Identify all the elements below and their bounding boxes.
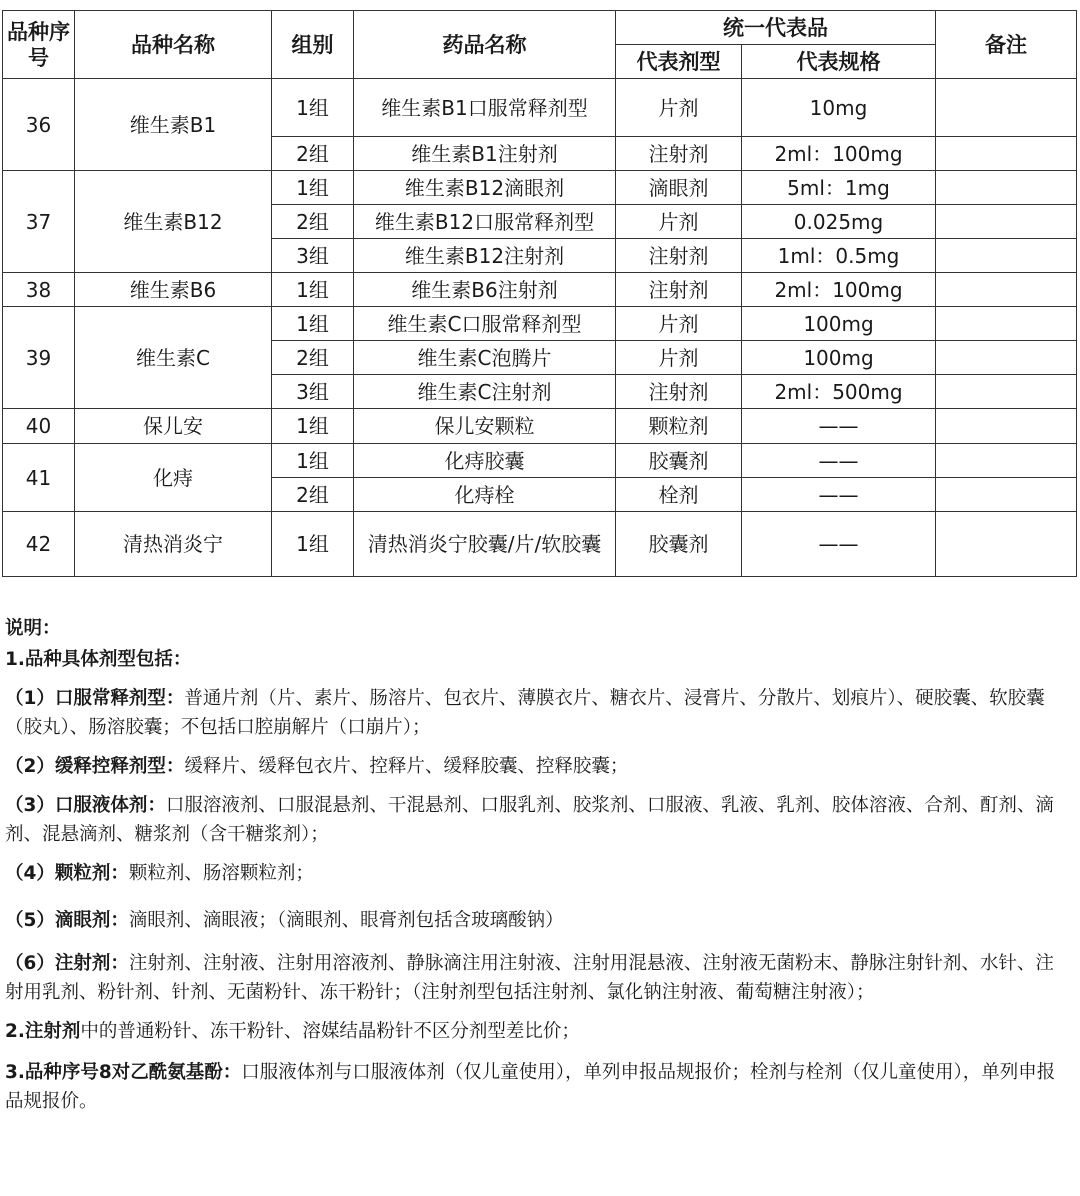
note-item-text: 注射剂、注射液、注射用溶液剂、静脉滴注用注射液、注射用混悬液、注射液无菌粉末、静脉注射针剂、水针、注射用乳剂、粉针剂、针剂、无菌粉针、冻干粉针；（注射剂型包括注射剂、氯化钠注射液、葡萄糖注射液）； — [5, 953, 1054, 1003]
cell-group: 3组 — [272, 239, 354, 273]
note-item — [5, 684, 1071, 742]
cell-rep-spec: 100mg — [742, 307, 936, 341]
cell-seq: 37 — [3, 171, 75, 273]
cell-drug-name: 维生素B12注射剂 — [354, 239, 616, 273]
note-item-text: 滴眼剂、滴眼液；（滴眼剂、眼膏剂包括含玻璃酸钠） — [128, 910, 564, 931]
cell-seq: 41 — [3, 444, 75, 512]
cell-group: 1组 — [272, 79, 354, 137]
cell-rep-spec: 2ml：500mg — [742, 375, 936, 409]
cell-rep-form: 胶囊剂 — [616, 444, 742, 478]
table-row — [3, 273, 1077, 307]
header-drug-name: 药品名称 — [354, 11, 616, 79]
drug-variety-table — [2, 10, 1077, 577]
note-item — [5, 949, 1071, 1007]
cell-drug-name: 化痔胶囊 — [354, 444, 616, 478]
cell-drug-name: 维生素C口服常释剂型 — [354, 307, 616, 341]
cell-remark — [936, 307, 1077, 341]
cell-remark — [936, 171, 1077, 205]
cell-rep-form: 栓剂 — [616, 478, 742, 512]
table-row — [3, 79, 1077, 137]
notes-point-1: 1.品种具体剂型包括： — [5, 649, 192, 670]
note-point-label: 2.注射剂 — [5, 1021, 81, 1042]
cell-rep-form: 注射剂 — [616, 239, 742, 273]
cell-seq: 39 — [3, 307, 75, 409]
cell-rep-spec: 10mg — [742, 79, 936, 137]
cell-rep-form: 注射剂 — [616, 137, 742, 171]
note-item — [5, 791, 1071, 849]
cell-remark — [936, 341, 1077, 375]
header-rep-spec: 代表规格 — [742, 45, 936, 79]
cell-group: 1组 — [272, 512, 354, 577]
cell-variety-name: 清热消炎宁 — [75, 512, 272, 577]
note-point-label: 3.品种序号8对乙酰氨基酚： — [5, 1062, 242, 1083]
cell-variety-name: 保儿安 — [75, 409, 272, 444]
cell-rep-spec: 5ml：1mg — [742, 171, 936, 205]
cell-group: 2组 — [272, 205, 354, 239]
header-variety-name: 品种名称 — [75, 11, 272, 79]
cell-remark — [936, 375, 1077, 409]
table-body — [3, 79, 1077, 577]
cell-rep-form: 片剂 — [616, 79, 742, 137]
header-representative: 统一代表品 — [616, 11, 936, 45]
table-row — [3, 444, 1077, 478]
note-item-text: 缓释片、缓释包衣片、控释片、缓释胶囊、控释胶囊； — [184, 756, 629, 777]
cell-rep-spec: —— — [742, 444, 936, 478]
cell-seq: 36 — [3, 79, 75, 171]
note-item-text: 普通片剂（片、素片、肠溶片、包衣片、薄膜衣片、糖衣片、浸膏片、分散片、划痕片）、硬胶囊、软胶囊（胶丸）、肠溶胶囊；不包括口腔崩解片（口崩片）； — [5, 688, 1045, 738]
notes-point-3 — [5, 1058, 1071, 1116]
cell-variety-name: 维生素B12 — [75, 171, 272, 273]
cell-remark — [936, 512, 1077, 577]
cell-rep-spec: 100mg — [742, 341, 936, 375]
table-row — [3, 307, 1077, 341]
cell-rep-spec: —— — [742, 478, 936, 512]
cell-rep-spec: 1ml：0.5mg — [742, 239, 936, 273]
note-item-label: （4）颗粒剂： — [5, 863, 129, 884]
cell-group: 2组 — [272, 341, 354, 375]
cell-drug-name: 化痔栓 — [354, 478, 616, 512]
cell-rep-spec: —— — [742, 512, 936, 577]
cell-variety-name: 化痔 — [75, 444, 272, 512]
header-remark: 备注 — [936, 11, 1077, 79]
cell-rep-form: 注射剂 — [616, 273, 742, 307]
cell-group: 1组 — [272, 444, 354, 478]
header-rep-form: 代表剂型 — [616, 45, 742, 79]
cell-drug-name: 维生素B1注射剂 — [354, 137, 616, 171]
cell-rep-form: 胶囊剂 — [616, 512, 742, 577]
cell-remark — [936, 409, 1077, 444]
cell-rep-spec: 0.025mg — [742, 205, 936, 239]
cell-drug-name: 维生素B12滴眼剂 — [354, 171, 616, 205]
cell-drug-name: 维生素C泡腾片 — [354, 341, 616, 375]
cell-drug-name: 维生素C注射剂 — [354, 375, 616, 409]
cell-rep-form: 片剂 — [616, 341, 742, 375]
notes-title: 说明： — [5, 618, 61, 639]
cell-rep-form: 片剂 — [616, 307, 742, 341]
note-point-text: 口服液体剂与口服液体剂（仅儿童使用），单列申报品规报价；栓剂与栓剂（仅儿童使用），单列申报品规报价。 — [5, 1062, 1056, 1112]
cell-rep-form: 注射剂 — [616, 375, 742, 409]
cell-seq: 40 — [3, 409, 75, 444]
cell-seq: 38 — [3, 273, 75, 307]
cell-remark — [936, 273, 1077, 307]
cell-seq: 42 — [3, 512, 75, 577]
note-item — [5, 752, 1071, 781]
notes-section — [5, 614, 1071, 1116]
cell-group: 1组 — [272, 171, 354, 205]
cell-rep-spec: 2ml：100mg — [742, 137, 936, 171]
cell-drug-name: 维生素B1口服常释剂型 — [354, 79, 616, 137]
note-item-label: （6）注射剂： — [5, 953, 129, 974]
cell-group: 2组 — [272, 137, 354, 171]
cell-remark — [936, 239, 1077, 273]
table-header — [3, 11, 1077, 79]
cell-group: 1组 — [272, 273, 354, 307]
cell-remark — [936, 205, 1077, 239]
header-seq: 品种序号 — [3, 11, 75, 79]
cell-group: 1组 — [272, 307, 354, 341]
cell-drug-name: 维生素B6注射剂 — [354, 273, 616, 307]
note-item — [5, 859, 1071, 888]
note-item-label: （3）口服液体剂： — [5, 795, 166, 816]
cell-drug-name: 维生素B12口服常释剂型 — [354, 205, 616, 239]
cell-remark — [936, 79, 1077, 137]
notes-point-2 — [5, 1017, 1071, 1046]
cell-variety-name: 维生素C — [75, 307, 272, 409]
cell-group: 3组 — [272, 375, 354, 409]
note-item-label: （2）缓释控释剂型： — [5, 756, 185, 777]
cell-rep-form: 滴眼剂 — [616, 171, 742, 205]
cell-variety-name: 维生素B1 — [75, 79, 272, 171]
note-item-text: 口服溶液剂、口服混悬剂、干混悬剂、口服乳剂、胶浆剂、口服液、乳液、乳剂、胶体溶液、合剂、酊剂、滴剂、混悬滴剂、糖浆剂（含干糖浆剂）； — [5, 795, 1054, 845]
table-row — [3, 171, 1077, 205]
cell-rep-form: 颗粒剂 — [616, 409, 742, 444]
note-item-label: （1）口服常释剂型： — [5, 688, 185, 709]
cell-drug-name: 清热消炎宁胶囊/片/软胶囊 — [354, 512, 616, 577]
note-point-text: 中的普通粉针、冻干粉针、溶媒结晶粉针不区分剂型差比价； — [80, 1021, 580, 1042]
cell-remark — [936, 444, 1077, 478]
cell-rep-spec: —— — [742, 409, 936, 444]
note-item — [5, 906, 1071, 935]
note-item-label: （5）滴眼剂： — [5, 910, 129, 931]
cell-rep-form: 片剂 — [616, 205, 742, 239]
header-group: 组别 — [272, 11, 354, 79]
cell-variety-name: 维生素B6 — [75, 273, 272, 307]
cell-group: 1组 — [272, 409, 354, 444]
cell-rep-spec: 2ml：100mg — [742, 273, 936, 307]
table-row — [3, 409, 1077, 444]
cell-remark — [936, 137, 1077, 171]
table-row — [3, 512, 1077, 577]
cell-remark — [936, 478, 1077, 512]
cell-drug-name: 保儿安颗粒 — [354, 409, 616, 444]
cell-group: 2组 — [272, 478, 354, 512]
note-item-text: 颗粒剂、肠溶颗粒剂； — [128, 863, 314, 884]
